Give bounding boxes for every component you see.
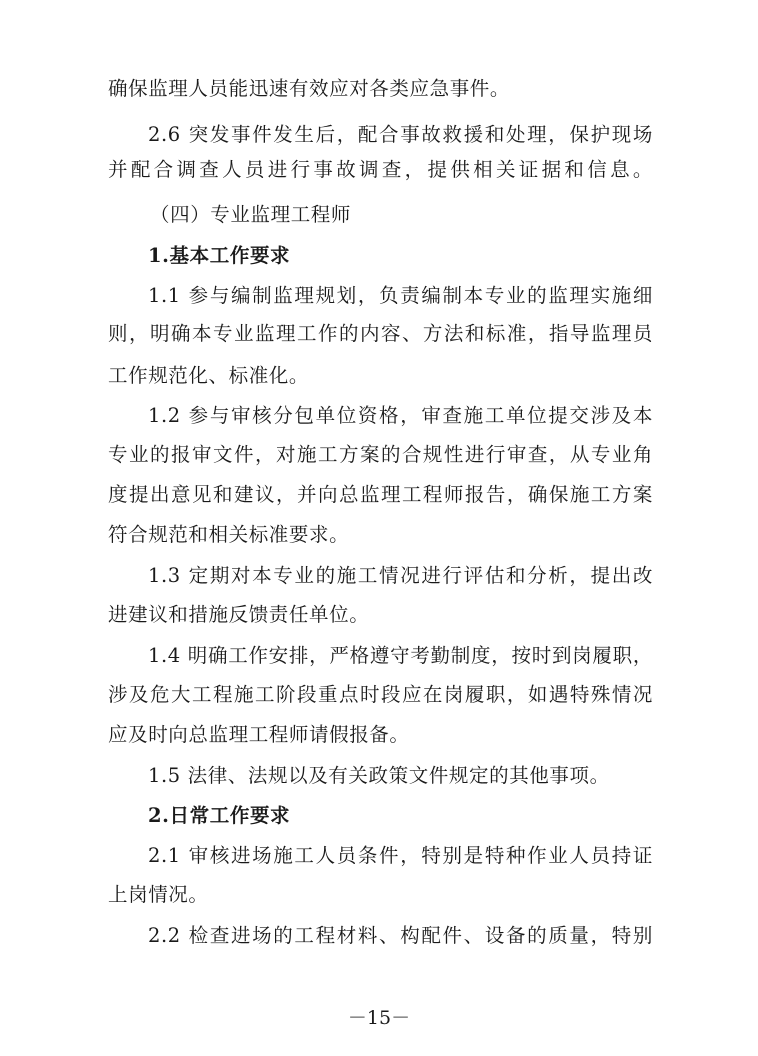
paragraph-line: 1.3 定期对本专业的施工情况进行评估和分析，提出改: [148, 564, 653, 587]
paragraph-line: 应及时向总监理工程师请假报备。: [108, 723, 410, 746]
paragraph-line: 符合规范和相关标准要求。: [108, 523, 350, 546]
paragraph-line: 工作规范化、标准化。: [108, 364, 310, 387]
section-heading: （四）专业监理工程师: [150, 203, 352, 226]
paragraph-line: 2.1 审核进场施工人员条件，特别是特种作业人员持证: [148, 844, 653, 867]
paragraph-line: 则，明确本专业监理工作的内容、方法和标准，指导监理员: [108, 322, 653, 345]
paragraph-line: 2.6 突发事件发生后，配合事故救援和处理，保护现场: [148, 123, 653, 146]
subsection-heading: 1.基本工作要求: [148, 244, 291, 267]
paragraph-line: 上岗情况。: [108, 883, 209, 906]
paragraph-line: 涉及危大工程施工阶段重点时段应在岗履职，如遇特殊情况: [108, 683, 653, 706]
paragraph-line: 确保监理人员能迅速有效应对各类应急事件。: [108, 77, 511, 100]
paragraph-line: 进建议和措施反馈责任单位。: [108, 603, 370, 626]
paragraph-line: 1.2 参与审核分包单位资格，审查施工单位提交涉及本: [148, 404, 653, 427]
paragraph-line: 并配合调查人员进行事故调查，提供相关证据和信息。: [108, 158, 653, 181]
subsection-heading: 2.日常工作要求: [148, 804, 291, 827]
paragraph-line: 1.5 法律、法规以及有关政策文件规定的其他事项。: [148, 764, 610, 787]
paragraph-line: 1.1 参与编制监理规划，负责编制本专业的监理实施细: [148, 284, 653, 307]
page-number: －15－: [347, 1007, 411, 1029]
paragraph-line: 1.4 明确工作安排，严格遵守考勤制度，按时到岗履职，: [148, 644, 653, 667]
paragraph-line: 专业的报审文件，对施工方案的合规性进行审查，从专业角: [108, 443, 653, 466]
paragraph-line: 2.2 检查进场的工程材料、构配件、设备的质量，特别: [148, 924, 653, 947]
paragraph-line: 度提出意见和建议，并向总监理工程师报告，确保施工方案: [108, 483, 653, 506]
